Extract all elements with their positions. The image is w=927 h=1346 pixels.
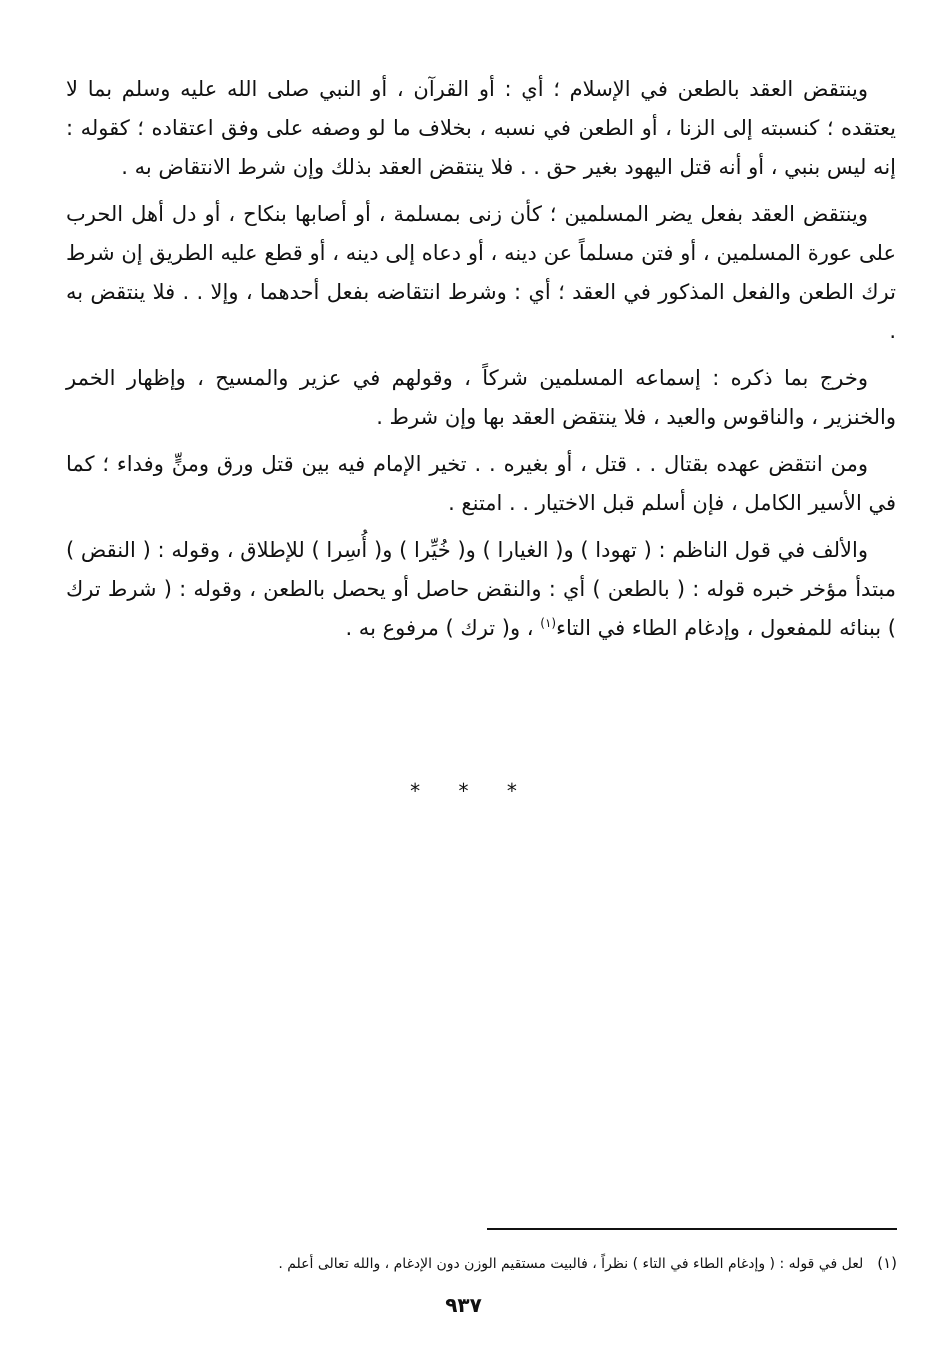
footnote-marker: (١) bbox=[877, 1254, 897, 1272]
section-separator bbox=[0, 779, 927, 803]
footnote-text: لعل في قوله : ( وإدغام الطاء في التاء ) نظراً ، فالبيت مستقيم الوزن دون الإدغام ، والله تعالى أعلم . bbox=[278, 1256, 864, 1272]
main-text-body bbox=[66, 70, 896, 648]
page-number: ٩٣٧ bbox=[445, 1293, 482, 1317]
paragraph-3: وخرج بما ذكره : إسماعه المسلمين شركاً ، وقولهم في عزير والمسيح ، وإظهار الخمر والخنزير ، والناقوس والعيد ، فلا ينتقض العقد بها وإن شرط . bbox=[66, 366, 896, 429]
paragraph-5 bbox=[66, 531, 896, 648]
paragraph-5-text-a: والألف في قول الناظم : ( تهودا ) و( الغيارا ) و( خُيِّرا ) و( أُسِرا ) للإطلاق ، وقوله : ( النقض ) مبتدأ مؤخر خبره قوله : ( بالطعن ) أي : والنقض حاصل أو يحصل بالطعن ، وقوله : ( شرط ترك ) ببنائه للمفعول ، وإدغام الطاء في التاء bbox=[66, 538, 896, 640]
separator-asterisk: * bbox=[410, 779, 421, 803]
separator-asterisk: * bbox=[458, 779, 469, 803]
footnote bbox=[67, 1252, 897, 1275]
separator-asterisk: * bbox=[506, 779, 517, 803]
paragraph-2: وينتقض العقد بفعل يضر المسلمين ؛ كأن زنى بمسلمة ، أو أصابها بنكاح ، أو دل أهل الحرب على عورة المسلمين ، أو فتن مسلماً عن دينه ، أو دعاه إلى دينه ، أو قطع عليه الطريق إن شرط ترك الطعن والفعل المذكور في العقد ؛ أي : وشرط انتقاضه بفعل أحدهما ، وإلا . . فلا ينتقض به . bbox=[66, 202, 896, 343]
paragraph-1: وينتقض العقد بالطعن في الإسلام ؛ أي : أو القرآن ، أو النبي صلى الله عليه وسلم بما لا يعتقده ؛ كنسبته إلى الزنا ، أو الطعن في نسبه ، بخلاف ما لو وصفه على وفق اعتقاده ؛ كقوله : إنه ليس بنبي ، أو أنه قتل اليهود بغير حق . . فلا ينتقض العقد بذلك وإن شرط الانتقاض به . bbox=[66, 77, 896, 179]
footnote-reference[interactable]: (١) bbox=[540, 616, 557, 630]
paragraph-4: ومن انتقض عهده بقتال . . قتل ، أو بغيره . . تخير الإمام فيه بين قتل ورق ومنٍّ وفداء ؛ كما في الأسير الكامل ، فإن أسلم قبل الاختيار . . امتنع . bbox=[66, 452, 896, 515]
paragraph-5-text-b: ، و( ترك ) مرفوع به . bbox=[345, 616, 541, 640]
footnote-divider bbox=[487, 1228, 897, 1230]
